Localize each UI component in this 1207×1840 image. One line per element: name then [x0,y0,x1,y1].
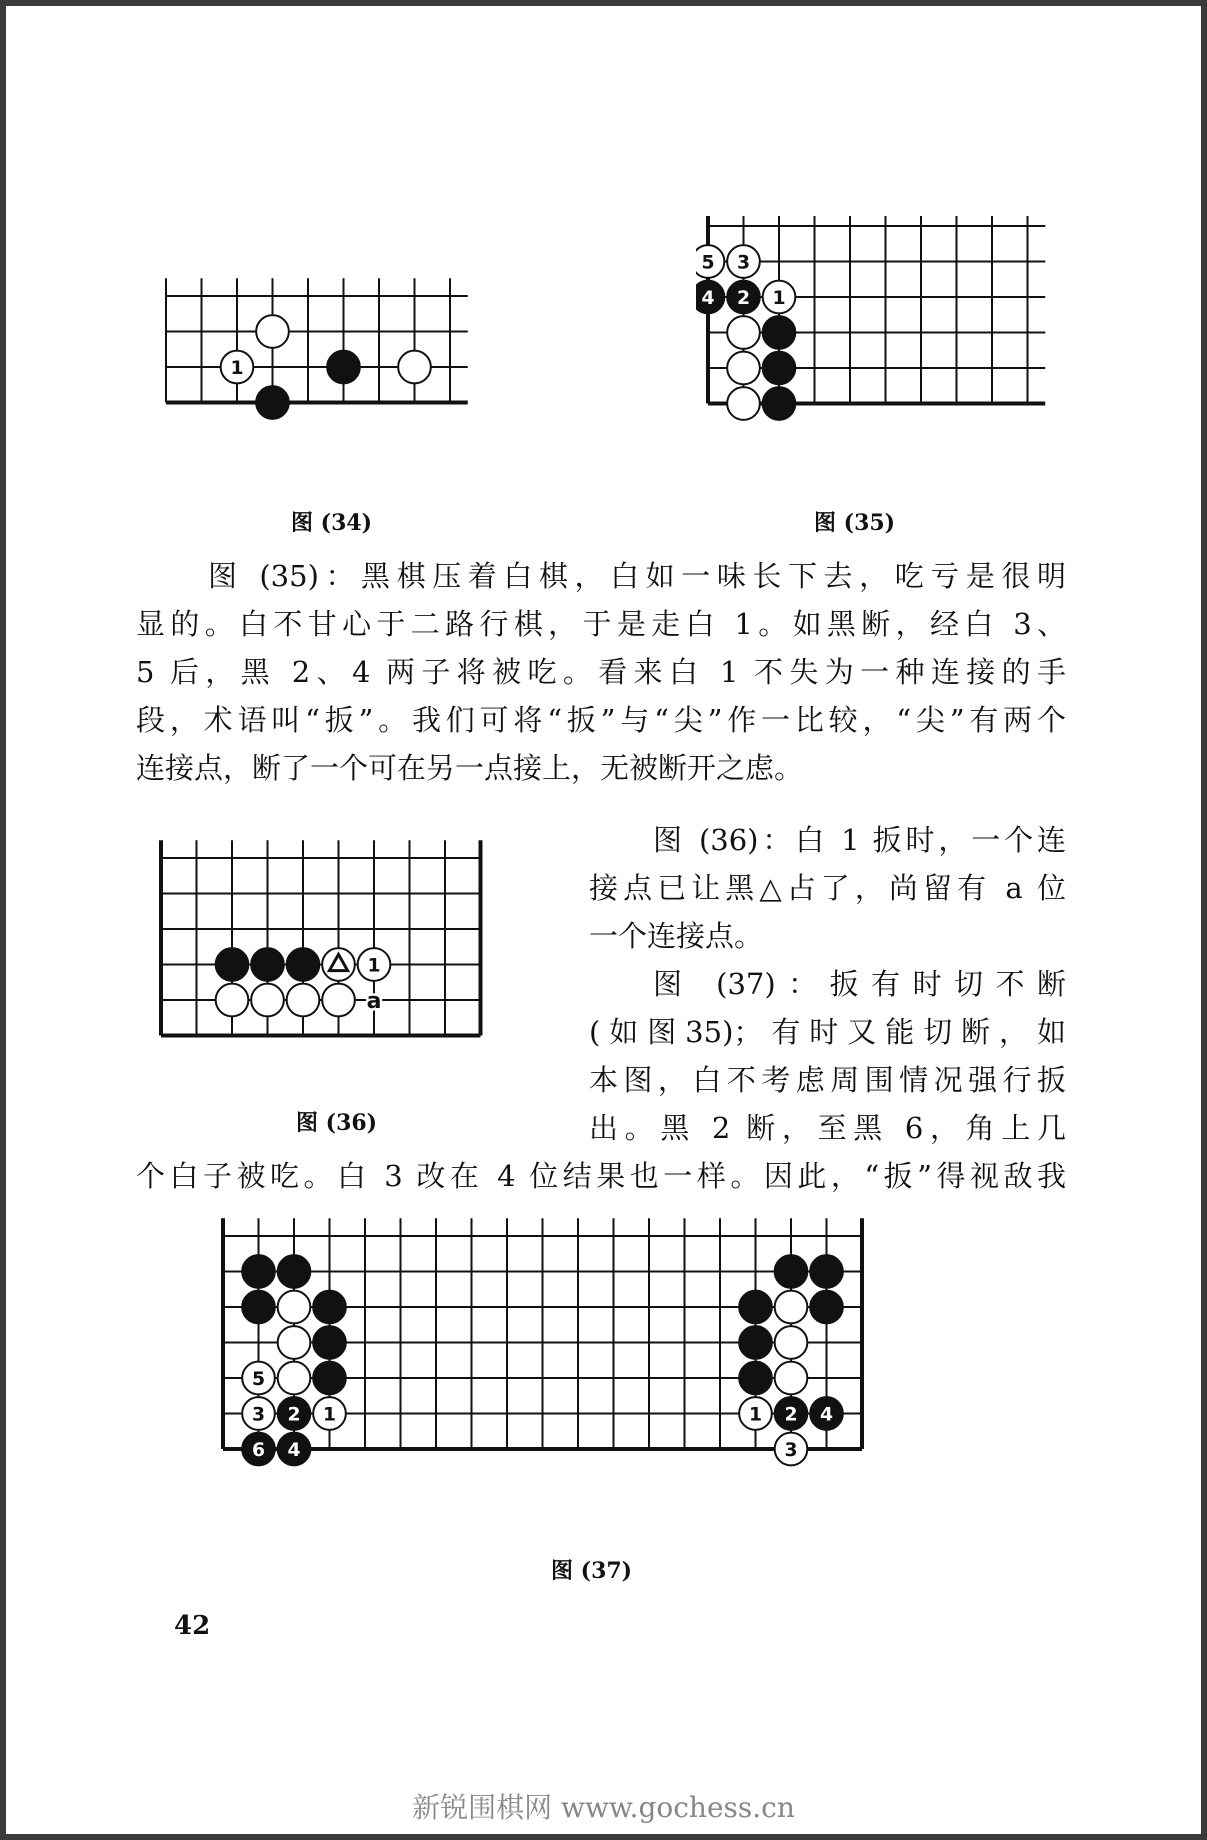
caption-fig36: 图 (36) [296,1110,378,1136]
text-line: 本图，白不考虑周围情况强行扳 [589,1063,1066,1097]
move-number-label: 5 [251,1368,266,1390]
text-line: 出。黑 2 断，至黑 6，角上几 [589,1111,1066,1145]
white-stone [251,984,284,1017]
white-stone [727,316,760,349]
black-stone [739,1291,772,1324]
go-diagram-35 [696,216,1076,466]
move-number-label: 2 [736,287,751,309]
move-number-label: 6 [251,1439,266,1461]
black-stone [810,1255,843,1288]
white-stone [727,387,760,420]
white-stone [216,984,249,1017]
white-stone [775,1326,808,1359]
white-stone [278,1326,311,1359]
move-number-label: 1 [322,1404,337,1426]
text-line: 5 后，黑 2、4 两子将被吃。看来白 1 不失为一种连接的手 [136,655,1066,689]
white-stone [322,984,355,1017]
text-line: 接点已让黑△占了，尚留有 a 位 [589,871,1066,905]
white-stone [287,984,320,1017]
text-line: 图 (36)：白 1 扳时，一个连 [653,823,1066,857]
paragraph-fig37 [589,960,1066,1152]
move-number-label: 4 [701,287,715,309]
black-stone [763,352,796,385]
black-stone [256,386,289,419]
text-line: 图 (35)：黑棋压着白棋，白如一味长下去，吃亏是很明 [208,559,1066,593]
text-line: 段，术语叫“扳”。我们可将“扳”与“尖”作一比较，“尖”有两个 [136,703,1066,737]
paragraph-fig36 [589,816,1066,960]
move-number-label: 1 [772,287,786,309]
caption-fig35: 图 (35) [814,510,896,536]
black-stone [251,948,284,981]
move-number-label: 3 [784,1439,798,1461]
caption-fig37: 图 (37) [551,1558,633,1584]
text-line: 个白子被吃。白 3 改在 4 位结果也一样。因此，“扳”得视敌我 [136,1159,1066,1193]
black-stone [739,1362,772,1395]
go-diagram-34 [156,256,496,426]
move-number-label: 4 [287,1439,301,1461]
book-page [6,6,1201,1834]
text-line: 连接点，断了一个可在另一点接上，无被断开之虑。 [136,751,804,785]
move-number-label: 2 [784,1404,798,1426]
paragraph-fig35 [136,552,1066,792]
go-diagram-37 [211,1216,1001,1516]
point-a-label: a [366,989,382,1014]
black-stone [810,1291,843,1324]
white-stone [398,351,431,384]
grid-lines [161,840,481,1035]
text-line: (如图35)；有时又能切断，如 [589,1015,1066,1049]
move-number-label: 3 [251,1404,266,1426]
white-stone [727,352,760,385]
paragraph-fig37-continued [136,1152,1066,1200]
black-stone [763,387,796,420]
move-number-label: 2 [287,1404,301,1426]
black-stone [242,1291,275,1324]
move-number-label: 5 [701,252,715,274]
move-number-label: 3 [736,252,751,274]
white-stone [775,1362,808,1395]
black-stone [763,316,796,349]
footer-watermark: 新锐围棋网 www.gochess.cn [412,1791,795,1824]
black-stone [313,1326,346,1359]
white-stone [278,1291,311,1324]
page-number: 42 [174,1611,211,1641]
move-number-label: 4 [819,1404,834,1426]
black-stone [739,1326,772,1359]
black-stone [327,351,360,384]
caption-fig34: 图 (34) [291,510,373,536]
text-line: 一个连接点。 [589,919,764,953]
black-stone [313,1362,346,1395]
black-stone [313,1291,346,1324]
black-stone [216,948,249,981]
move-number-label: 1 [230,357,244,379]
white-stone [775,1291,808,1324]
black-stone [278,1255,311,1288]
move-number-label: 1 [748,1404,763,1426]
black-stone [287,948,320,981]
white-stone [278,1362,311,1395]
text-line: 显的。白不甘心于二路行棋，于是走白 1。如黑断，经白 3、 [136,607,1066,641]
text-line: 图 (37)：扳有时切不断 [653,967,1066,1001]
black-stone [775,1255,808,1288]
grid-lines [166,278,468,402]
black-stone [242,1255,275,1288]
go-diagram-36 [151,818,521,1078]
white-stone [256,315,289,348]
move-number-label: 1 [367,955,381,977]
